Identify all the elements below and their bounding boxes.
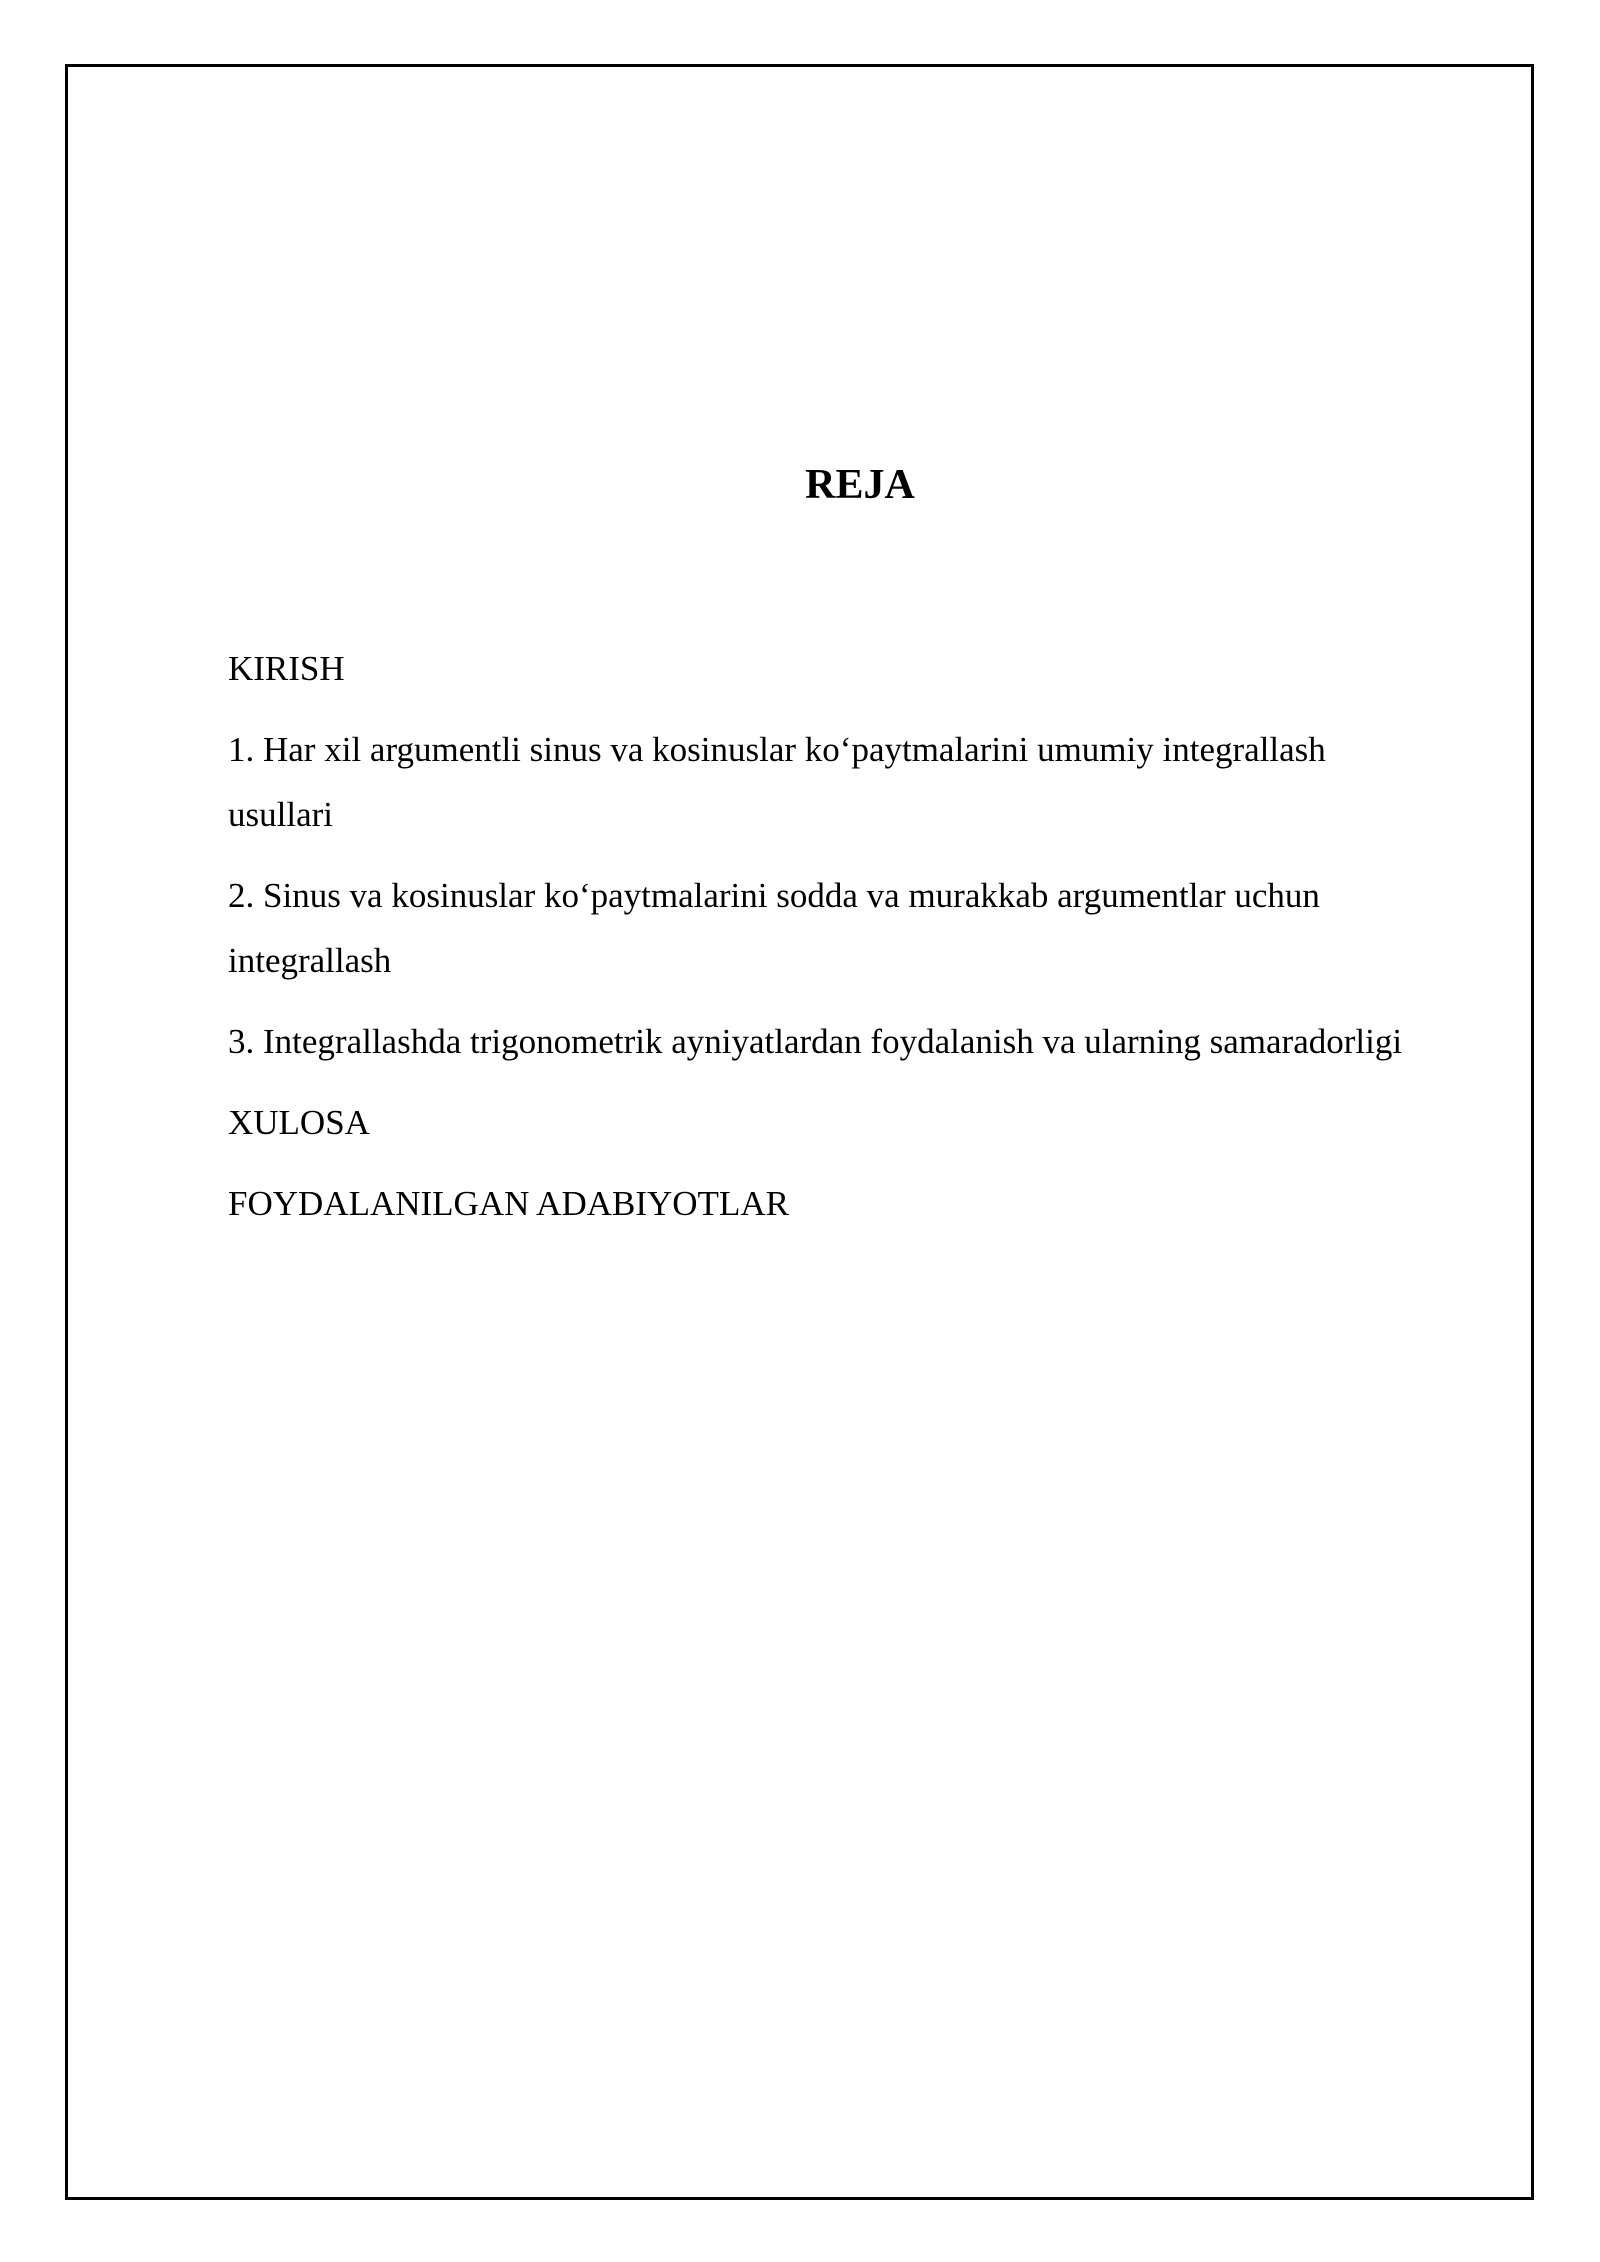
plan-item-intro: KIRISH <box>228 649 345 688</box>
plan-item-references: FOYDALANILGAN ADABIYOTLAR <box>228 1184 789 1223</box>
plan-item-conclusion: XULOSA <box>228 1103 370 1142</box>
plan-item-3: 3. Integrallashda trigonometrik ayniyatlardan foydalanish va ularning samaradorligi <box>228 1022 1403 1061</box>
plan-item-2: 2. Sinus va kosinuslar koʻpaytmalarini sodda va murakkab argumentlar uchun integrallash <box>228 876 1320 980</box>
plan-item-1: 1. Har xil argumentli sinus va kosinuslar koʻpaytmalarini umumiy integrallash usullari <box>228 730 1326 834</box>
page-title: REJA <box>805 462 915 508</box>
plan-list <box>228 636 1428 1252</box>
